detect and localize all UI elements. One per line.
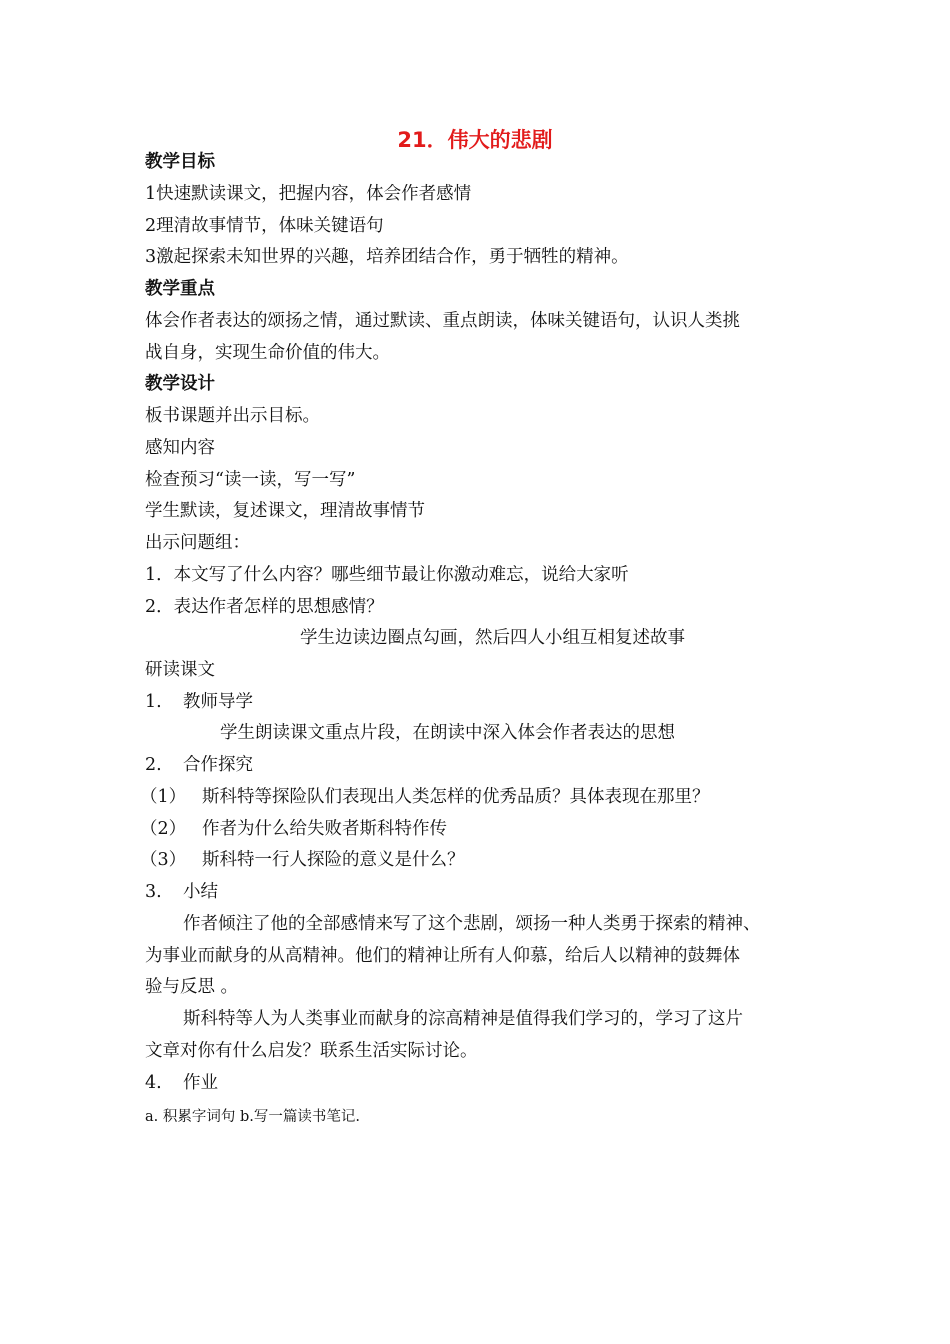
sub-2-text: 作者为什么给失败者斯科特作传 [202, 819, 447, 839]
focus-heading: 教学重点 [145, 279, 215, 299]
summary-line-2: 为事业而献身的从高精神。他们的精神让所有人仰慕，给后人以精神的鼓舞体 [145, 946, 740, 966]
design-line-4: 学生默读，复述课文，理清故事情节 [145, 501, 425, 521]
step-1-text: 学生朗读课文重点片段，在朗读中深入体会作者表达的思想 [220, 723, 675, 743]
objective-3: 3激起探索未知世界的兴趣，培养团结合作，勇于牺牲的精神。 [145, 247, 629, 267]
page-title: 21．伟大的悲剧 [397, 128, 553, 152]
objectives-heading: 教学目标 [145, 152, 215, 172]
objective-1: 1快速默读课文，把握内容，体会作者感情 [145, 184, 472, 204]
focus-text-2: 战自身，实现生命价值的伟大。 [145, 343, 390, 363]
design-line-3: 检查预习“读一读，写一写” [145, 470, 356, 490]
design-line-5: 出示问题组： [145, 533, 250, 553]
step-3-label: 小结 [183, 882, 218, 902]
design-line-1: 板书课题并出示目标。 [145, 406, 320, 426]
step-3-num: 3. [145, 882, 162, 902]
study-heading: 研读课文 [145, 660, 215, 680]
summary-line-4: 斯科特等人为人类事业而献身的淙高精神是值得我们学习的，学习了这片 [183, 1009, 743, 1029]
summary-line-5: 文章对你有什么启发？联系生活实际讨论。 [145, 1041, 478, 1061]
design-heading: 教学设计 [145, 374, 215, 394]
step-4-num: 4. [145, 1073, 162, 1093]
sub-3-text: 斯科特一行人探险的意义是什么？ [202, 850, 465, 870]
question-2: 2．表达作者怎样的思想感情？ [145, 597, 384, 617]
sub-1-num: （1） [140, 787, 187, 807]
homework-line: a. 积累字词句 b.写一篇读书笔记. [145, 1109, 360, 1125]
focus-text-1: 体会作者表达的颂扬之情，通过默读、重点朗读，体味关键语句，认识人类挑 [145, 311, 740, 331]
sub-2-num: （2） [140, 819, 187, 839]
step-1-label: 教师导学 [183, 692, 253, 712]
sub-1-text: 斯科特等探险队们表现出人类怎样的优秀品质？具体表现在那里？ [202, 787, 710, 807]
design-line-6: 学生边读边圈点勾画，然后四人小组互相复述故事 [300, 628, 685, 648]
step-2-num: 2. [145, 755, 162, 775]
design-line-2: 感知内容 [145, 438, 215, 458]
summary-line-3: 验与反思 。 [145, 977, 239, 997]
step-2-label: 合作探究 [183, 755, 253, 775]
step-1-num: 1. [145, 692, 162, 712]
step-4-label: 作业 [183, 1073, 218, 1093]
summary-line-1: 作者倾注了他的全部感情来写了这个悲剧，颂扬一种人类勇于探索的精神、 [183, 914, 761, 934]
objective-2: 2理清故事情节，体味关键语句 [145, 216, 384, 236]
question-1: 1．本文写了什么内容？哪些细节最让你激动难忘，说给大家听 [145, 565, 629, 585]
sub-3-num: （3） [140, 850, 187, 870]
